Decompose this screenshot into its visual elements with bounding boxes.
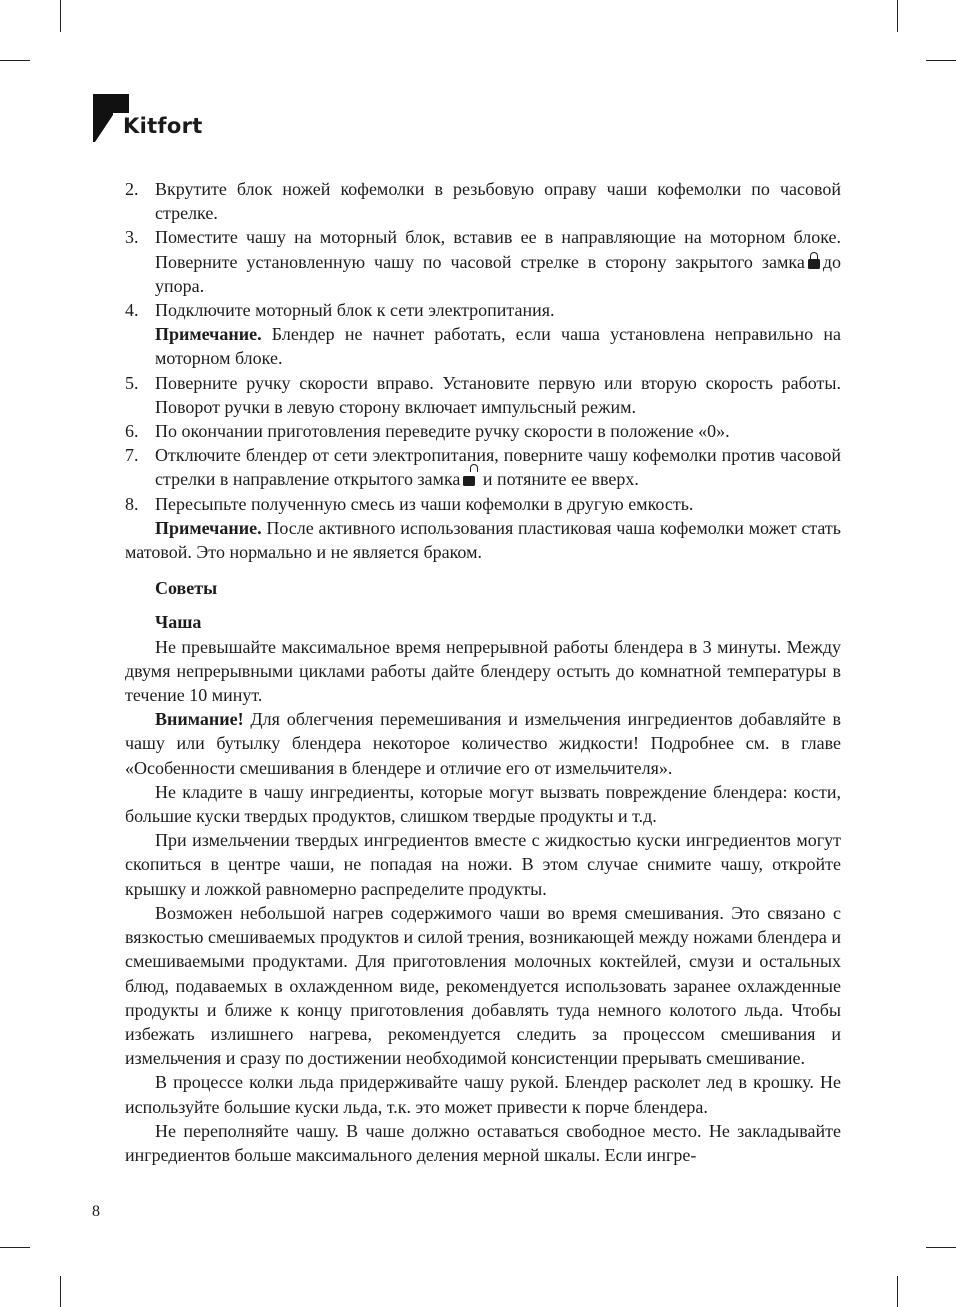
paragraph: При измельчении твердых ингредиентов вместе с жидкостью куски ингредиентов могут скопиться в центре чаши, не попадая на ножи. В этом случае снимите чашу, откройте крышку и ложкой равномерно распределите продукты. bbox=[125, 830, 841, 899]
crop-mark bbox=[926, 1247, 956, 1248]
step-number: 6. bbox=[125, 421, 139, 442]
instruction-list bbox=[125, 177, 841, 516]
crop-mark bbox=[60, 1276, 61, 1307]
step-text: Отключите блендер от сети электропитания, поверните чашу кофемолки против часовой стрелки в направление открытого замка bbox=[155, 445, 841, 490]
step-text: Вкрутите блок ножей кофемолки в резьбовую оправу чаши кофемолки по часовой стрелке. bbox=[155, 179, 841, 224]
step-number: 8. bbox=[125, 493, 139, 514]
paragraph: В процессе колки льда придерживайте чашу рукой. Блендер расколет лед в крошку. Не используйте большие куски льда, т.к. это может привести к порче блендера. bbox=[125, 1072, 841, 1117]
crop-mark bbox=[926, 60, 956, 61]
list-item bbox=[125, 492, 841, 516]
step-number: 5. bbox=[125, 372, 139, 393]
step-number: 7. bbox=[125, 445, 139, 466]
crop-mark bbox=[897, 1276, 898, 1307]
note-text: Блендер не начнет работать, если чаша установлена неправильно на моторном блоке. bbox=[155, 324, 841, 369]
paragraph: Не превышайте максимальное время непрерывной работы блендера в 3 минуты. Между двумя непрерывными циклами работы дайте блендеру остыть до комнатной температуры в течение 10 минут. bbox=[125, 636, 841, 706]
page-number: 8 bbox=[92, 1203, 100, 1220]
step-text: Подключите моторный блок к сети электропитания. bbox=[155, 300, 555, 321]
step-note bbox=[155, 322, 841, 370]
crop-mark bbox=[897, 0, 898, 32]
crop-mark bbox=[0, 60, 30, 61]
final-note bbox=[125, 516, 841, 564]
step-number: 4. bbox=[125, 300, 139, 321]
step-number: 3. bbox=[125, 227, 139, 248]
warning-label: Внимание! bbox=[155, 709, 244, 730]
step-text: и потяните ее вверх. bbox=[482, 469, 639, 490]
paragraph bbox=[125, 707, 841, 780]
subsection-title: Чаша bbox=[155, 612, 202, 633]
section-title: Советы bbox=[155, 578, 218, 599]
paragraph: Возможен небольшой нагрев содержимого чаши во время смешивания. Это связано с вязкостью смешиваемых продуктов и силой трения, возникающей между ножами блендера и смешиваемыми продуктами. Для приготовления молочных коктейлей, смузи и остальных блюд, подаваемых в охлажденном виде, рекомендуется использовать заранее охлажденные продукты и ближе к концу приготовления добавлять туда немного колотого льда. Чтобы избежать излишнего нагрева, рекомендуется следить за процессом смешивания и измельчения и сразу по достижении необходимой консистенции прерывать смешивание. bbox=[125, 902, 841, 1069]
step-text: Поместите чашу на моторный блок, вставив ее в направляющие на моторном блоке. Поверните установленную чашу по часовой стрелке в сторону закрытого замка bbox=[155, 227, 841, 272]
crop-mark bbox=[60, 0, 61, 32]
paragraph: Не переполняйте чашу. В чаше должно оставаться свободное место. Не закладывайте ингредиентов больше максимального деления мерной шкалы. Если ингре- bbox=[125, 1120, 841, 1165]
note-text: После активного использования пластиковая чаша кофемолки может стать матовой. Это нормально и не является браком. bbox=[125, 517, 841, 563]
step-text: Поверните ручку скорости вправо. Установите первую или вторую скорость работы. Поворот ручки в левую сторону включает импульсный режим. bbox=[155, 372, 841, 417]
list-item bbox=[125, 371, 841, 419]
page-content bbox=[125, 177, 841, 1167]
list-item bbox=[125, 225, 841, 298]
note-label: Примечание. bbox=[155, 324, 262, 345]
brand-logo bbox=[92, 93, 232, 143]
step-text: По окончании приготовления переведите ручку скорости в положение «0». bbox=[155, 421, 730, 442]
list-item bbox=[125, 298, 841, 371]
step-text: до упора. bbox=[155, 251, 841, 296]
warning-text: Для облегчения перемешивания и измельчения ингредиентов добавляйте в чашу или бутылку блендера некоторое количество жидкости! Подробнее см. в главе «Особенности смешивания в блендере и отличие его от измельчителя». bbox=[125, 709, 841, 778]
list-item bbox=[125, 419, 841, 443]
closed-lock-icon bbox=[808, 257, 820, 269]
list-item bbox=[125, 177, 841, 225]
brand-name: Kitfort bbox=[123, 114, 203, 138]
paragraph: Не кладите в чашу ингредиенты, которые могут вызвать повреждение блендера: кости, большие куски твердых продуктов, слишком твердые продукты и т.д. bbox=[125, 781, 841, 827]
step-number: 2. bbox=[125, 179, 139, 199]
step-text: Пересыпьте полученную смесь из чаши кофемолки в другую емкость. bbox=[155, 493, 694, 514]
note-label: Примечание. bbox=[155, 517, 262, 538]
crop-mark bbox=[0, 1247, 30, 1248]
list-item bbox=[125, 443, 841, 491]
open-lock-icon bbox=[463, 474, 475, 486]
